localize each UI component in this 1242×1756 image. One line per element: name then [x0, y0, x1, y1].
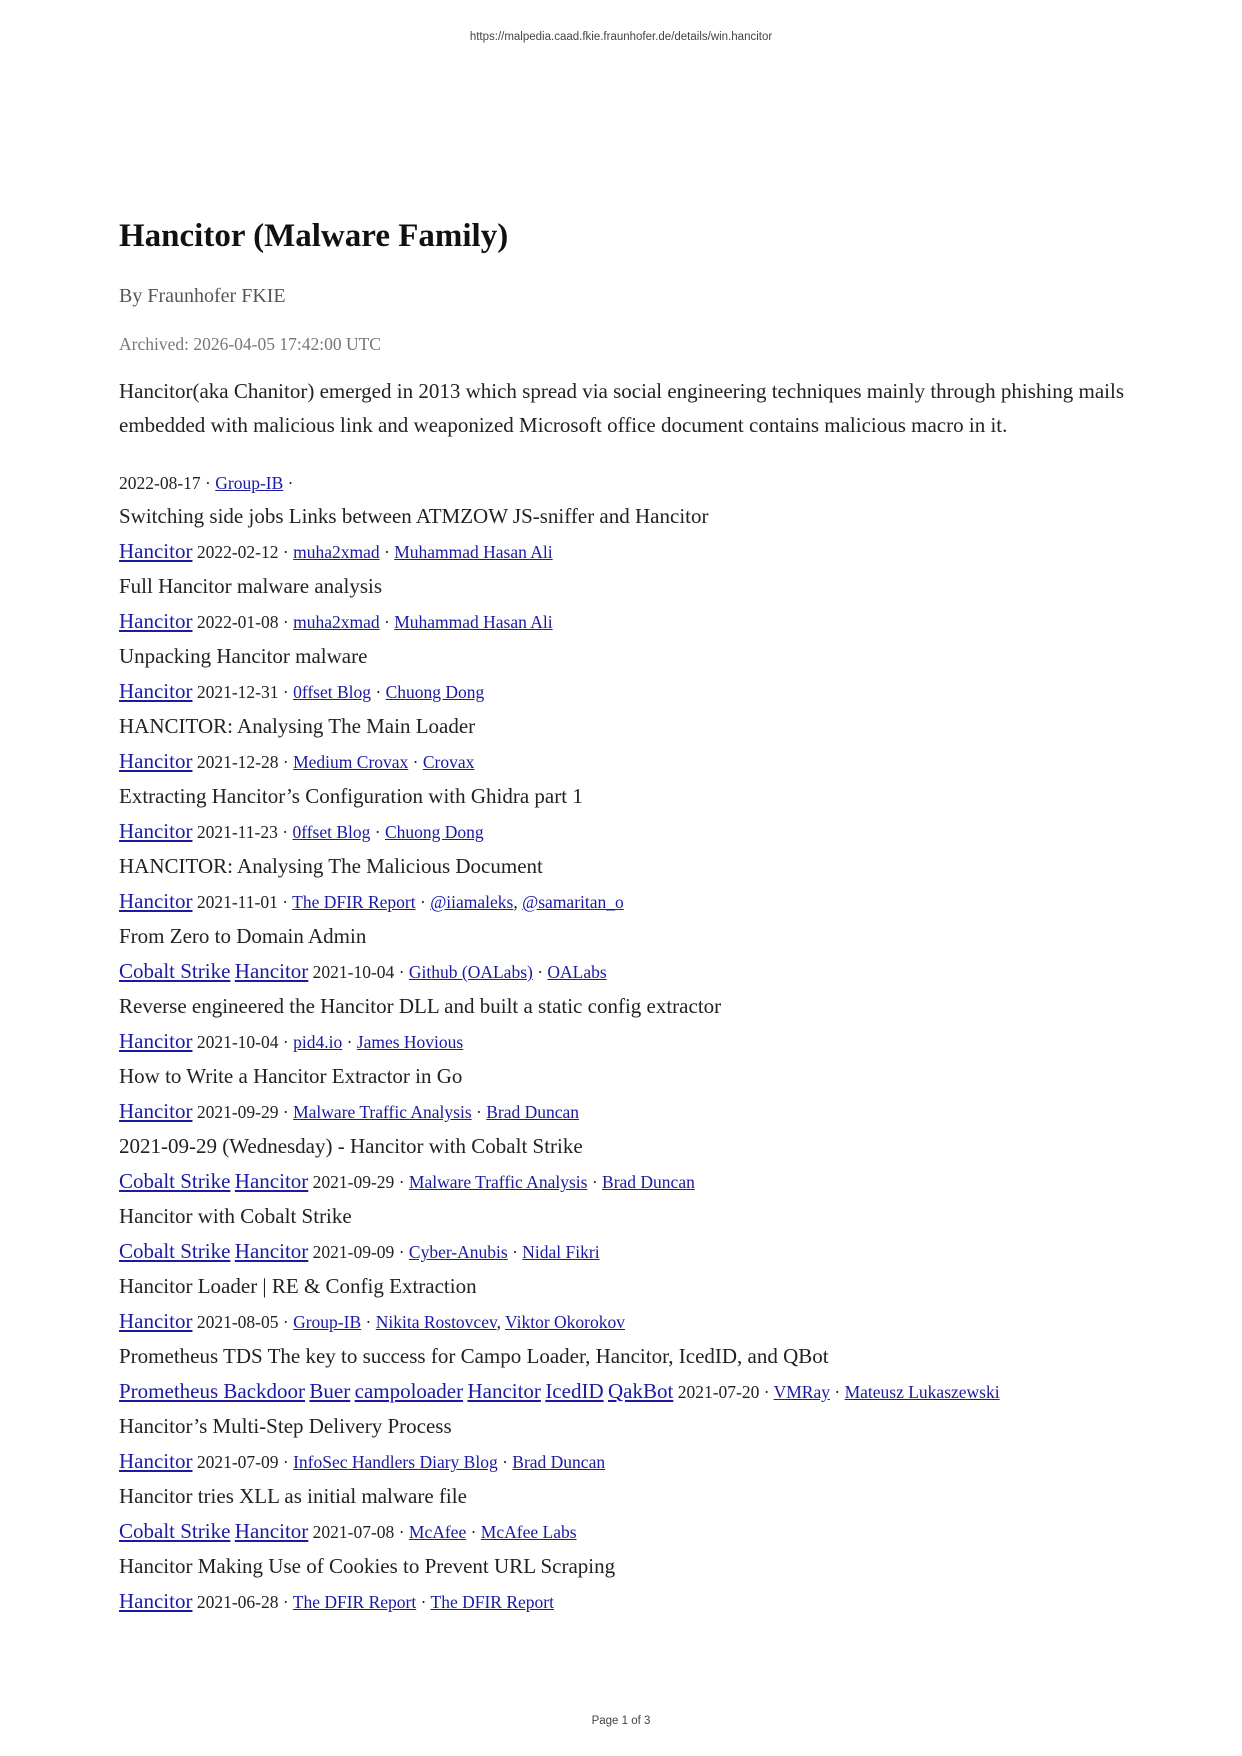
source-link[interactable]: Malware Traffic Analysis [408, 1172, 588, 1192]
entry-meta [119, 814, 1129, 849]
source-link[interactable]: The DFIR Report [292, 1592, 417, 1612]
author-link[interactable]: The DFIR Report [430, 1592, 554, 1612]
family-tag-link[interactable]: Cobalt Strike [119, 959, 231, 983]
author-link[interactable]: James Hovious [356, 1032, 464, 1052]
entry-title: 2021-09-29 (Wednesday) - Hancitor with Cobalt Strike [119, 1134, 583, 1158]
entry-title: Prometheus TDS The key to success for Campo Loader, Hancitor, IcedID, and QBot [119, 1344, 829, 1368]
separator: · [394, 962, 409, 982]
author-link[interactable]: Brad Duncan [486, 1102, 580, 1122]
separator: · [587, 1172, 603, 1192]
family-description: Hancitor(aka Chanitor) emerged in 2013 which spread via social engineering techniques mainly through phishing mails embedded with malicious link and weaponized Microsoft office document contains malicious macro in it. [119, 379, 1125, 437]
source-link[interactable]: InfoSec Handlers Diary Blog [293, 1452, 498, 1472]
source-link[interactable]: Malware Traffic Analysis [293, 1102, 472, 1122]
entry-date: 2021-10-04 [196, 1032, 279, 1052]
source-link[interactable]: pid4.io [293, 1032, 343, 1052]
archived-timestamp: Archived: 2026-04-05 17:42:00 UTC [119, 334, 381, 354]
entry-meta [119, 674, 1129, 709]
entry-date: 2021-06-28 [196, 1592, 279, 1612]
entry-date: 2021-12-28 [196, 752, 279, 772]
separator: · [278, 1592, 293, 1612]
family-tag-link[interactable]: Cobalt Strike [119, 1519, 231, 1543]
entry-title: HANCITOR: Analysing The Malicious Document [119, 854, 543, 878]
entry-date: 2022-08-17 [119, 473, 201, 493]
source-link[interactable]: muha2xmad [293, 612, 380, 632]
separator: · [394, 1172, 409, 1192]
separator: · [278, 612, 294, 632]
author-link[interactable]: OALabs [547, 962, 607, 982]
family-tag-link[interactable]: Hancitor [119, 1029, 193, 1053]
entry-title: Hancitor Making Use of Cookies to Prevent URL Scraping [119, 1554, 616, 1578]
family-tag-link[interactable]: Hancitor [119, 609, 193, 633]
separator: · [415, 892, 431, 912]
source-link[interactable]: Github (OALabs) [408, 962, 533, 982]
entry-title: Switching side jobs Links between ATMZOW JS-sniffer and Hancitor [119, 504, 709, 528]
author-link[interactable]: Nikita Rostovcev [375, 1312, 497, 1332]
entry-date: 2021-12-31 [196, 682, 279, 702]
author-link[interactable]: Chuong Dong [385, 682, 485, 702]
entry-date: 2021-11-01 [196, 892, 278, 912]
separator: · [278, 1452, 294, 1472]
family-tag-link[interactable]: Hancitor [234, 959, 309, 983]
separator: · [200, 473, 216, 493]
entry-meta [119, 1584, 1129, 1619]
separator: · [361, 1312, 376, 1332]
separator: · [830, 1382, 845, 1402]
separator: · [379, 542, 395, 562]
entry-meta [119, 1514, 1129, 1549]
byline: By Fraunhofer FKIE [119, 285, 286, 307]
family-tag-link[interactable]: QakBot [607, 1379, 674, 1403]
entry-title: How to Write a Hancitor Extractor in Go [119, 1064, 463, 1088]
entry-date: 2021-11-23 [196, 822, 278, 842]
separator: , [513, 892, 523, 912]
author-link[interactable]: Muhammad Hasan Ali [394, 542, 553, 562]
separator: · [759, 1382, 774, 1402]
author-link[interactable]: Mateusz Lukaszewski [844, 1382, 1000, 1402]
family-tag-link[interactable]: campoloader [354, 1379, 464, 1403]
author-link[interactable]: Chuong Dong [384, 822, 484, 842]
entry-date: 2021-08-05 [196, 1312, 279, 1332]
separator: · [408, 752, 423, 772]
separator: · [416, 1592, 431, 1612]
family-tag-link[interactable]: Hancitor [119, 1449, 193, 1473]
entry-date: 2021-07-09 [196, 1452, 279, 1472]
family-tag-link[interactable]: Hancitor [119, 819, 193, 843]
author-link[interactable]: @iiamaleks [430, 892, 514, 912]
source-link[interactable]: VMRay [773, 1382, 830, 1402]
entry-date: 2021-10-04 [312, 962, 395, 982]
family-tag-link[interactable]: Hancitor [119, 1099, 193, 1123]
family-tag-link[interactable]: Hancitor [119, 1309, 193, 1333]
separator: · [278, 1032, 294, 1052]
source-link[interactable]: McAfee [408, 1522, 467, 1542]
entry-date: 2021-09-29 [312, 1172, 395, 1192]
family-tag-link[interactable]: Hancitor [119, 539, 193, 563]
family-tag-link[interactable]: Prometheus Backdoor [119, 1379, 306, 1403]
entry-title: Hancitor tries XLL as initial malware file [119, 1484, 467, 1508]
entry-date: 2022-01-08 [196, 612, 279, 632]
separator: · [278, 542, 294, 562]
family-tag-link[interactable]: Hancitor [119, 749, 193, 773]
family-tag-link[interactable]: Hancitor [234, 1519, 309, 1543]
entry-meta [119, 1164, 1129, 1199]
separator: · [283, 473, 294, 493]
family-tag-link[interactable]: Cobalt Strike [119, 1169, 231, 1193]
page-number: Page 1 of 3 [591, 1715, 651, 1727]
separator: , [496, 1312, 506, 1332]
separator: · [394, 1242, 409, 1262]
entry-date: 2021-09-29 [196, 1102, 279, 1122]
author-link[interactable]: Brad Duncan [602, 1172, 695, 1192]
family-tag-link[interactable]: Hancitor [119, 889, 193, 913]
entry-meta [119, 1374, 1129, 1409]
family-tag-link[interactable]: Hancitor [119, 1589, 193, 1613]
separator: · [497, 1452, 513, 1472]
entry-date: 2021-09-09 [312, 1242, 395, 1262]
entry-title: HANCITOR: Analysing The Main Loader [119, 714, 476, 738]
entry-date: 2021-07-08 [312, 1522, 395, 1542]
author-link[interactable]: Muhammad Hasan Ali [394, 612, 553, 632]
entry-meta [119, 1094, 1129, 1129]
family-tag-link[interactable]: Hancitor [119, 679, 193, 703]
separator: · [532, 962, 548, 982]
separator: · [277, 892, 293, 912]
separator: · [277, 822, 293, 842]
source-link[interactable]: muha2xmad [293, 542, 380, 562]
entry-title: Unpacking Hancitor malware [119, 644, 368, 668]
entry-meta [119, 466, 1129, 499]
family-tag-link[interactable]: Hancitor [467, 1379, 541, 1403]
family-tag-link[interactable]: Hancitor [234, 1169, 309, 1193]
entry-title: Hancitor’s Multi-Step Delivery Process [119, 1414, 452, 1438]
entry-date: 2022-02-12 [196, 542, 279, 562]
family-tag-link[interactable]: Buer [309, 1379, 351, 1403]
entry-title: Reverse engineered the Hancitor DLL and built a static config extractor [119, 994, 722, 1018]
entry-title: Extracting Hancitor’s Configuration with Ghidra part 1 [119, 784, 583, 808]
author-link[interactable]: McAfee Labs [480, 1522, 577, 1542]
family-tag-link[interactable]: IcedID [545, 1379, 604, 1403]
separator: · [471, 1102, 487, 1122]
entry-meta [119, 1234, 1129, 1269]
separator: · [507, 1242, 523, 1262]
page-title: Hancitor (Malware Family) [119, 218, 509, 254]
author-link[interactable]: Nidal Fikri [522, 1242, 600, 1262]
separator: · [342, 1032, 357, 1052]
entry-date: 2021-07-20 [677, 1382, 760, 1402]
separator: · [394, 1522, 409, 1542]
separator: · [371, 682, 386, 702]
separator: · [278, 1312, 294, 1332]
source-link[interactable]: Group-IB [293, 1312, 362, 1332]
source-link[interactable]: The DFIR Report [292, 892, 416, 912]
reference-list [119, 466, 1129, 1619]
separator: · [379, 612, 395, 632]
family-tag-link[interactable]: Cobalt Strike [119, 1239, 231, 1263]
article [119, 212, 1129, 1619]
family-tag-link[interactable]: Hancitor [234, 1239, 309, 1263]
source-link[interactable]: Group-IB [215, 473, 284, 493]
entry-meta [119, 1444, 1129, 1479]
author-link[interactable]: @samaritan_o [522, 892, 624, 912]
separator: · [466, 1522, 481, 1542]
source-link[interactable]: Medium Crovax [293, 752, 409, 772]
author-link[interactable]: Crovax [422, 752, 475, 772]
separator: · [278, 682, 294, 702]
entry-meta [119, 744, 1129, 779]
entry-meta [119, 1024, 1129, 1059]
entry-title: Hancitor with Cobalt Strike [119, 1204, 352, 1228]
separator: · [370, 822, 385, 842]
page-url-header: https://malpedia.caad.fkie.fraunhofer.de/details/win.hancitor [469, 31, 773, 43]
entry-meta [119, 954, 1129, 989]
author-link[interactable]: Viktor Okorokov [505, 1312, 625, 1332]
entry-title: Full Hancitor malware analysis [119, 574, 383, 598]
separator: · [278, 752, 294, 772]
source-link[interactable]: Cyber-Anubis [408, 1242, 508, 1262]
entry-title: From Zero to Domain Admin [119, 924, 367, 948]
entry-title: Hancitor Loader | RE & Config Extraction [119, 1274, 477, 1298]
entry-meta [119, 1304, 1129, 1339]
entry-meta [119, 884, 1129, 919]
source-link[interactable]: 0ffset Blog [292, 822, 371, 842]
entry-meta [119, 534, 1129, 569]
separator: · [278, 1102, 294, 1122]
author-link[interactable]: Brad Duncan [512, 1452, 606, 1472]
entry-meta [119, 604, 1129, 639]
source-link[interactable]: 0ffset Blog [293, 682, 372, 702]
